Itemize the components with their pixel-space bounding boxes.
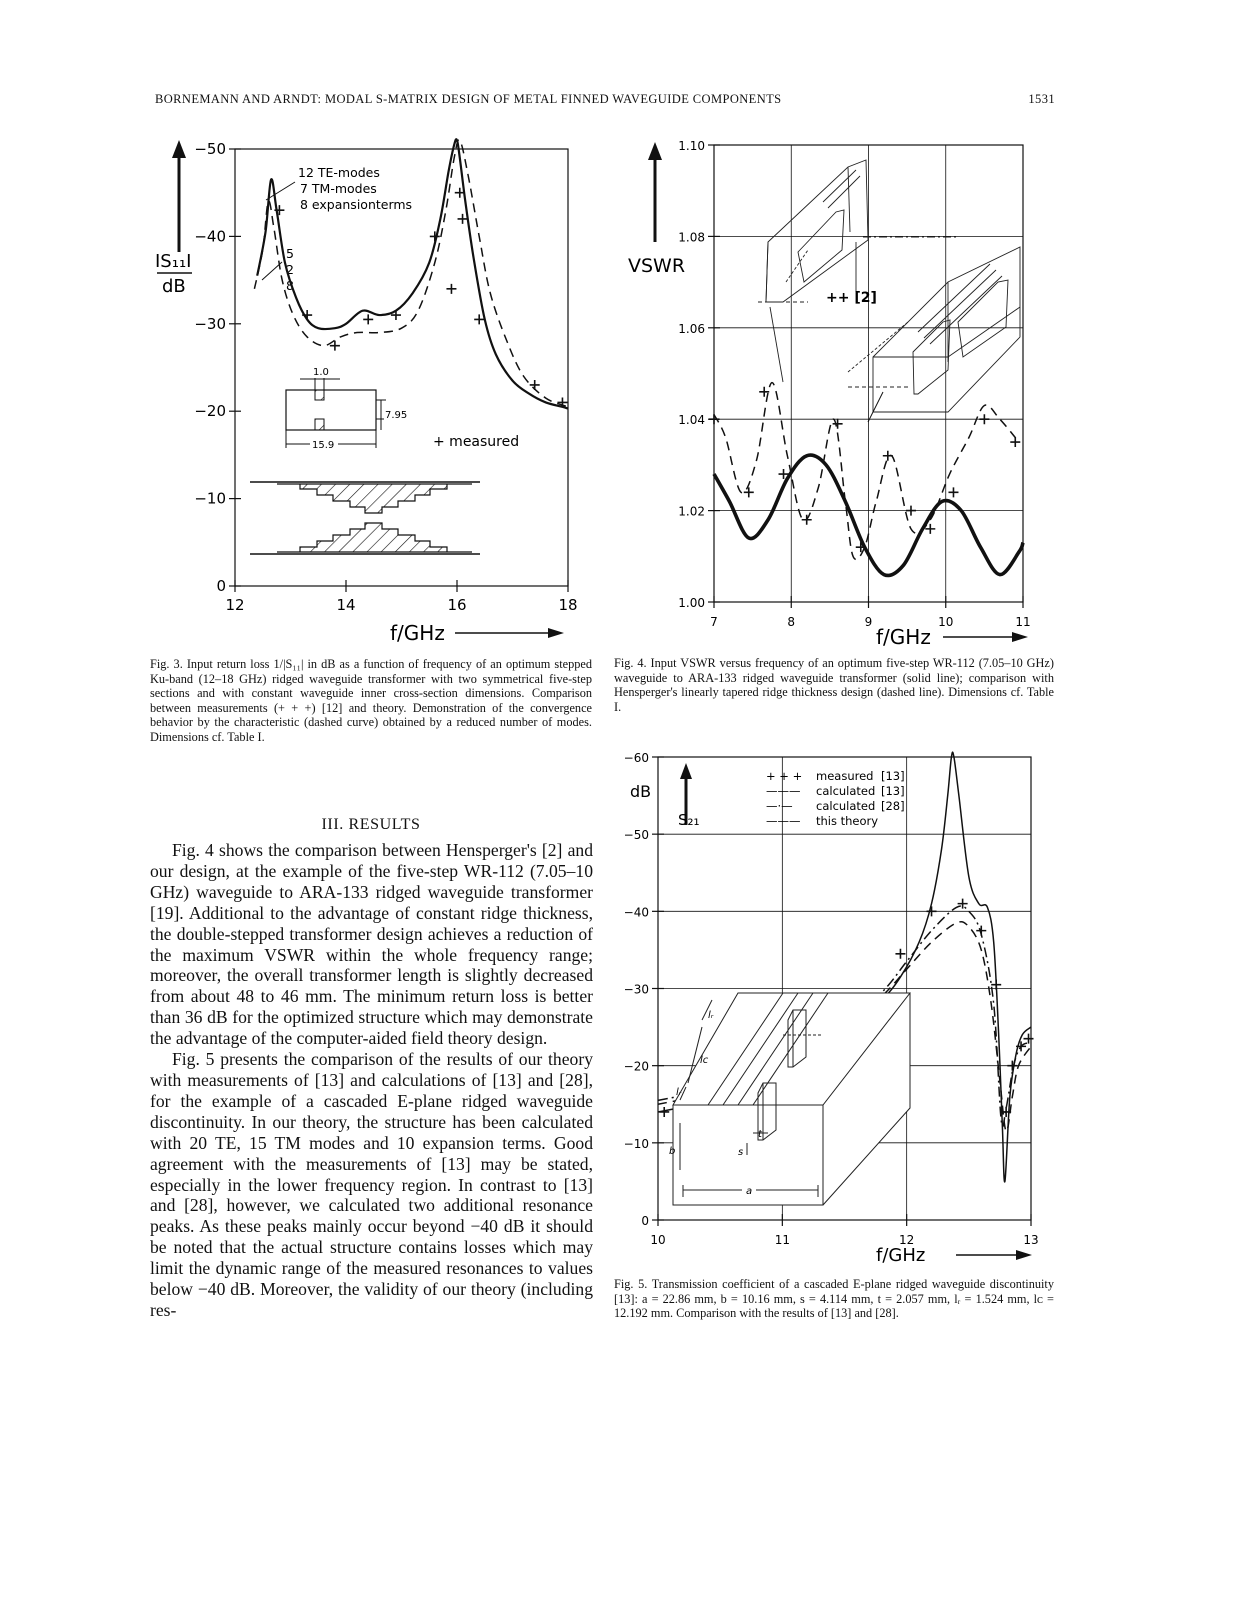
fig5-waveguide-sketch [669,993,910,1205]
y-tick-label: 1.08 [678,230,705,245]
fig5-legend-mark-4: ——— [766,814,801,828]
x-tick-label: 16 [447,596,467,614]
fig5-legend-mark-2: ——— [766,784,801,798]
fig3-reduced-2: 2 [286,262,294,277]
data-point-marker [446,284,456,294]
y-tick-label: 1.06 [678,321,705,336]
y-tick-label: −20 [194,402,226,421]
fig3-legend-2: 7 TM-modes [300,181,377,196]
fig3-reduced-1: 5 [286,246,294,261]
body-text [150,840,593,1321]
fig3-reduced-3: 8 [286,278,294,293]
fig5-legend-text-4: this theory [816,814,879,828]
data-point-marker [948,487,958,497]
data-point-marker [1024,1034,1034,1044]
fig4-transformer-sketch [758,160,1020,412]
y-tick-label: 1.04 [678,413,705,428]
fig3-dim-top: 1.0 [313,367,329,378]
data-point-marker [744,487,754,497]
running-header [155,92,1055,107]
data-point-marker [802,515,812,525]
fig5-legend-text-3: calculated [816,799,876,813]
y-tick-label: −50 [623,828,649,843]
fig3-dim-side: 7.95 [385,410,408,421]
fig4-caption: Fig. 4. Input VSWR versus frequency of an optimum five-step WR-112 (7.05–10 GHz) waveguide to ARA-133 ridged waveguide transformer (solid line); comparison with Hensperger's linearly tapered ridge thickness design (dashed line). Dimensions cf. Table I. [614,656,1054,714]
fig3-y-arrow-head [172,140,186,158]
fig5-y-arrow-head [680,763,692,779]
x-tick-label: 8 [787,615,796,629]
x-tick-label: 7 [710,615,718,629]
fig3-chart [150,132,600,652]
fig5-ylabel: dB [630,782,652,801]
fig3-transformer-profile [250,482,480,554]
fig3-legend-3: 8 expansionterms [300,197,413,212]
x-tick-label: 10 [650,1233,666,1247]
x-tick-label: 14 [336,596,356,614]
fig3-x-arrow-head [548,628,564,638]
x-tick-label: 11 [1015,615,1031,629]
y-tick-label: −20 [623,1059,649,1074]
page-number: 1531 [1028,92,1055,106]
fig5-chart [618,745,1048,1270]
fig3-ylabel-unit: dB [162,276,186,297]
y-tick-label: −30 [194,314,226,333]
y-tick-label: 0 [641,1214,649,1228]
y-tick-label: −10 [623,1136,649,1151]
y-tick-label: −60 [623,751,649,765]
fig5-dim-b: b [669,1146,676,1157]
x-tick-label: 11 [774,1233,790,1247]
paragraph-2: Fig. 5 presents the comparison of the results of our theory with measurements of [13] and calculations of [13] and [28], for the example of a cascaded E-plane ridged waveguide discontinuity. In our theory, the structure has been calculated with 20 TE, 15 TM modes and 10 expansion terms. Good agreement with the measurements of [13] may be stated, especially in the lower frequency region. In contrast to [13] and [28], however, we calculated two additional resonance peaks. As these peaks mainly occur beyond −40 dB it should be noted that the actual structure contains losses which may limit the dynamic range of the measured resonances to values below −40 dB. Moreover, the validity of our theory (including res- [150,1049,593,1320]
fig4-series [709,383,1023,576]
x-tick-label: 13 [1023,1233,1039,1247]
fig5-legend-mark-1: + + + [766,769,803,783]
fig3-measured-label: + measured [433,434,520,450]
fig5-x-arrow-head [1016,1250,1032,1260]
data-point-marker [363,314,373,324]
x-tick-label: 12 [225,596,245,614]
fig5-legend-ref-1: [13] [881,769,905,783]
fig5-legend-ref-2: [13] [881,784,905,798]
data-point-marker [1010,437,1020,447]
fig5-dim-s: s [738,1147,744,1158]
y-tick-label: −40 [194,227,226,246]
data-point-marker [895,949,905,959]
fig5-series-label: S₂₁ [678,811,700,829]
fig5-xlabel: f/GHz [876,1245,926,1266]
running-title: BORNEMANN AND ARNDT: MODAL S-MATRIX DESIGN OF METAL FINNED WAVEGUIDE COMPONENTS [155,92,782,106]
fig3-legend-1: 12 TE-modes [298,165,380,180]
data-point-marker [302,310,312,320]
y-tick-label: 0 [216,577,226,595]
fig5-legend-text-1: measured [816,769,874,783]
fig4-xlabel: f/GHz [876,625,931,649]
fig5-legend-ref-3: [28] [881,799,905,813]
y-tick-label: 1.00 [678,596,705,610]
fig3-caption: Fig. 3. Input return loss 1/|S₁₁| in dB as a function of frequency of an optimum stepped Ku-band (12–18 GHz) ridged waveguide transformer with two symmetrical five-step sections and with constant waveguide inner cross-section dimensions. Comparison between measurements (+ + +) [12] and theory. Demonstration of the convergence behavior by the characteristic (dashed curve) obtained by a reduced number of modes. Dimensions cf. Table I. [150,657,592,744]
x-tick-label: 12 [899,1233,915,1247]
y-tick-label: −30 [623,982,649,997]
data-point-marker [1007,1061,1017,1071]
fig5-caption: Fig. 5. Transmission coefficient of a cascaded E-plane ridged waveguide discontinuity [13]: a = 22.86 mm, b = 10.16 mm, s = 4.114 mm, t = 2.057 mm, lᵣ = 1.524 mm, lᴄ = 12.192 mm. Comparison with the results of [13] and [28]. [614,1277,1054,1321]
fig4-leader-line [868,392,883,422]
fig4-x-arrow-head [1012,632,1028,642]
x-tick-label: 9 [864,615,873,629]
fig4-chart [618,132,1048,652]
fig5-dim-lc: lᴄ [700,1055,709,1066]
fig4-axes [678,139,1030,629]
fig5-dim-lr-top: lᵣ [708,1010,714,1021]
data-point-marker [530,380,540,390]
fig3-ylabel: IS₁₁I [155,251,192,272]
y-tick-label: −10 [194,489,226,508]
fig5-dim-lr-bottom: lᵣ [676,1087,682,1098]
paragraph-1: Fig. 4 shows the comparison between Hensperger's [2] and our design, at the example of the five-step WR-112 (7.05–10 GHz) waveguide to ARA-133 ridged waveguide transformer [19]. Additional to the advantage of constant ridge thickness, the double-stepped transformer design achieves a reduction of the maximum VSWR within the whole frequency range; moreover, the overall transformer length is slightly decreased from about 48 to 46 mm. The minimum return loss is better than 36 dB for the optimized structure which may demonstrate the advantage of the computer-aided field theory design. [150,840,593,1049]
x-tick-label: 18 [558,596,578,614]
fig5-dim-a: a [746,1186,753,1197]
data-point-marker [474,314,484,324]
data-point-marker [458,214,468,224]
y-tick-label: −50 [194,140,226,158]
fig4-ref-label: ++ [2] [826,290,877,306]
y-tick-label: 1.02 [678,504,705,519]
data-point-marker [979,414,989,424]
data-point-marker [906,506,916,516]
fig5-dim-t: t [758,1129,762,1140]
fig5-legend [766,769,905,828]
y-tick-label: 1.10 [678,139,705,153]
fig3-cross-section [286,375,386,448]
section-heading: III. RESULTS [321,816,421,833]
fig4-ylabel: VSWR [628,255,686,277]
y-tick-label: −40 [623,905,649,920]
fig5-legend-mark-3: —·— [766,799,793,813]
x-tick-label: 10 [938,615,954,629]
fig3-xlabel: f/GHz [390,621,445,645]
fig3-dim-bottom: 15.9 [312,440,335,451]
fig4-y-arrow-head [648,142,662,160]
fig5-legend-text-2: calculated [816,784,876,798]
data-point-marker [709,414,719,424]
data-point-marker [883,451,893,461]
